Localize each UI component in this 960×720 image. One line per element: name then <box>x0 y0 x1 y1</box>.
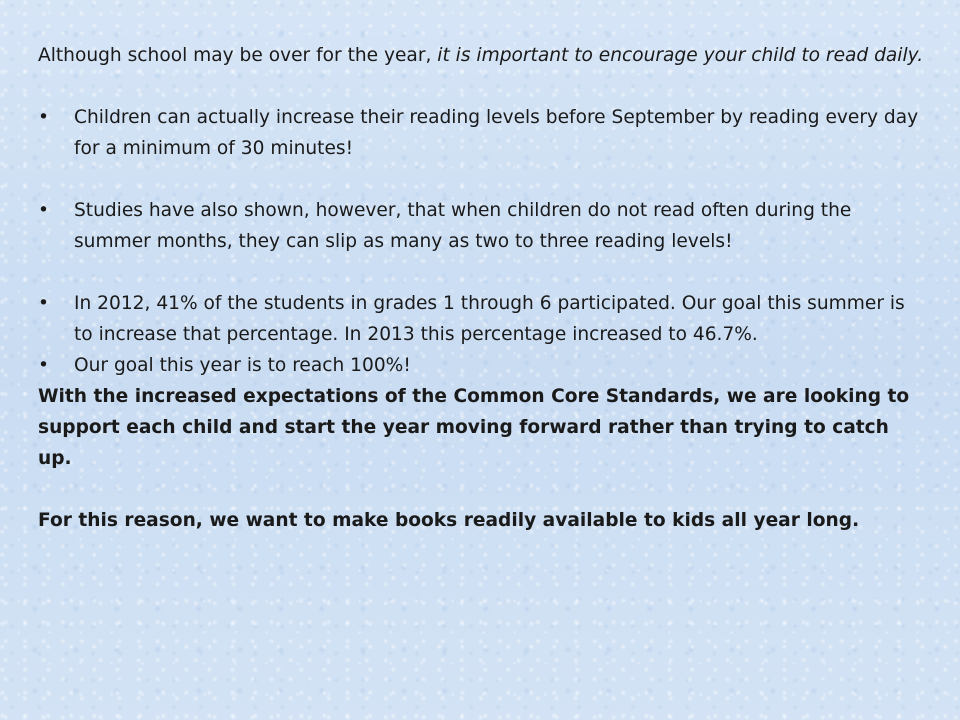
bullet-icon: • <box>38 355 49 376</box>
bullet-icon: • <box>38 107 49 128</box>
bullet-item <box>38 350 928 381</box>
bullet-item <box>38 102 928 164</box>
bullet-text: Children can actually increase their reading levels before September by reading every day for a minimum of 30 minutes! <box>74 107 919 159</box>
bullet-text: In 2012, 41% of the students in grades 1 through 6 participated. Our goal this summer is to increase that percentage. In 2013 this percentage increased to 46.7%. <box>74 293 905 345</box>
bullet-text: Our goal this year is to reach 100%! <box>74 355 411 376</box>
bullet-icon: • <box>38 293 49 314</box>
spacer <box>38 257 928 288</box>
intro-paragraph <box>38 40 928 71</box>
spacer <box>38 71 928 102</box>
bullet-item <box>38 288 928 350</box>
spacer <box>38 164 928 195</box>
closing-paragraph-1: With the increased expectations of the Common Core Standards, we are looking to support each child and start the year moving forward rather than trying to catch up. <box>38 386 910 469</box>
intro-plain-text: Although school may be over for the year, <box>38 45 438 66</box>
bullet-text: Studies have also shown, however, that when children do not read often during the summer months, they can slip as many as two to three reading levels! <box>74 200 852 252</box>
bullet-icon: • <box>38 200 49 221</box>
intro-italic-text: it is important to encourage your child to read daily. <box>437 45 924 66</box>
closing-paragraph-2: For this reason, we want to make books readily available to kids all year long. <box>38 510 860 531</box>
bullet-item <box>38 195 928 257</box>
spacer <box>38 474 928 505</box>
slide-content <box>38 40 928 536</box>
